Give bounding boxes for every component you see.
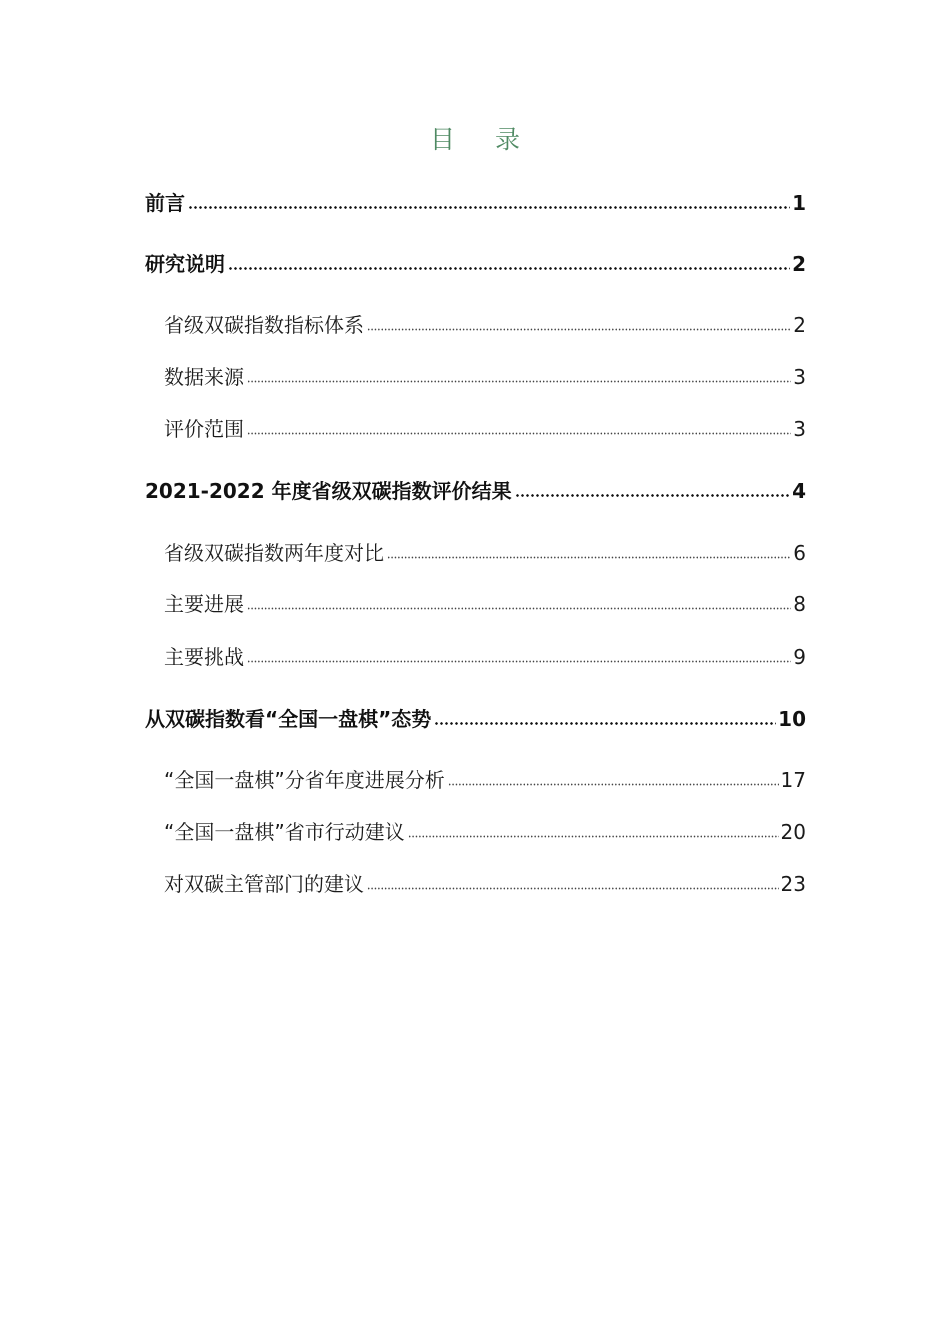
dot-leader <box>247 380 791 383</box>
toc-entry-label: 从双碳指数看“全国一盘棋”态势 <box>145 707 432 731</box>
dot-leader <box>247 432 791 435</box>
toc-entry-page: 4 <box>792 479 806 503</box>
toc-entry-page: 23 <box>780 872 806 896</box>
dot-leader <box>228 267 790 270</box>
toc-entry-label: 对双碳主管部门的建议 <box>164 872 364 896</box>
dot-leader <box>367 328 791 331</box>
toc-entry-label: 前言 <box>145 191 185 215</box>
toc-entry-main-progress[interactable] <box>164 590 806 618</box>
toc-title: 目 录 <box>430 125 536 154</box>
dot-leader <box>247 607 791 610</box>
toc-entry-data-sources[interactable] <box>164 363 806 391</box>
toc-entry-action-recommendations[interactable] <box>164 818 806 846</box>
dot-leader <box>387 556 791 559</box>
toc-entry-page: 3 <box>793 417 806 441</box>
toc-entry-page: 6 <box>793 541 806 565</box>
toc-entry-two-year-comparison[interactable] <box>164 539 806 567</box>
toc-entry-page: 17 <box>780 768 806 792</box>
toc-entry-preface[interactable] <box>145 189 806 217</box>
toc-entry-page: 2 <box>792 252 806 276</box>
toc-entry-label: 省级双碳指数两年度对比 <box>164 541 384 565</box>
toc-entry-label: 数据来源 <box>164 365 244 389</box>
toc-entry-authority-recommendations[interactable] <box>164 870 806 898</box>
toc-entry-label: 省级双碳指数指标体系 <box>164 313 364 337</box>
toc-entry-page: 20 <box>780 820 806 844</box>
toc-entry-label: 评价范围 <box>164 417 244 441</box>
toc-entry-label: 2021-2022 年度省级双碳指数评价结果 <box>145 479 512 503</box>
toc-entry-page: 10 <box>778 707 806 731</box>
toc-entry-evaluation-scope[interactable] <box>164 415 806 443</box>
toc-entry-label: “全国一盘棋”省市行动建议 <box>164 820 405 844</box>
toc-entry-page: 1 <box>792 191 806 215</box>
toc-entry-label: 研究说明 <box>145 252 225 276</box>
toc-entry-evaluation-results[interactable] <box>145 477 806 505</box>
dot-leader <box>408 835 779 838</box>
toc-entry-provincial-progress[interactable] <box>164 766 806 794</box>
dot-leader <box>367 887 779 890</box>
toc-entry-label: 主要进展 <box>164 592 244 616</box>
toc-entry-page: 9 <box>793 645 806 669</box>
dot-leader <box>247 660 791 663</box>
toc-entry-national-situation[interactable] <box>145 705 806 733</box>
dot-leader <box>434 722 776 725</box>
toc-entry-page: 8 <box>793 592 806 616</box>
toc-entry-label: 主要挑战 <box>164 645 244 669</box>
toc-entry-page: 2 <box>793 313 806 337</box>
toc-entry-label: “全国一盘棋”分省年度进展分析 <box>164 768 445 792</box>
dot-leader <box>448 783 779 786</box>
toc-entry-page: 3 <box>793 365 806 389</box>
dot-leader <box>515 494 790 497</box>
toc-entry-research-notes[interactable] <box>145 250 806 278</box>
dot-leader <box>188 206 790 209</box>
toc-entry-main-challenges[interactable] <box>164 643 806 671</box>
toc-entry-indicator-system[interactable] <box>164 311 806 339</box>
